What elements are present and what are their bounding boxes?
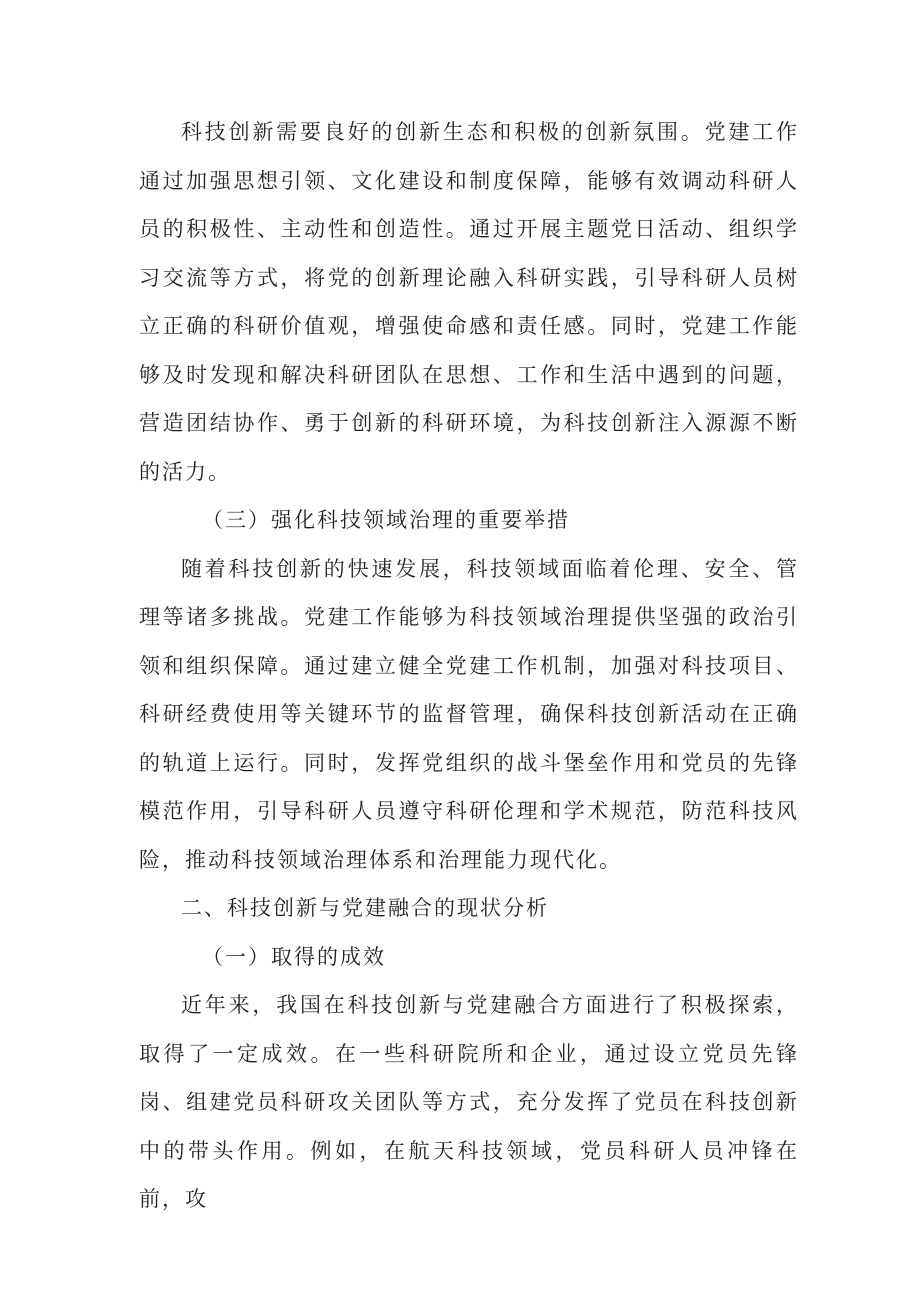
- document-body: [139, 108, 799, 1224]
- subheading-achievements: （一）取得的成效: [202, 944, 386, 969]
- paragraph-achievements: 近年来，我国在科技创新与党建融合方面进行了积极探索，取得了一定成效。在一些科研院所和企业，通过设立党员先锋岗、组建党员科研攻关团队等方式，充分发挥了党员在科技创新中的带头作用。例如，在航天科技领域，党员科研人员冲锋在前，攻: [139, 993, 799, 1211]
- paragraph-innovation-ecosystem: 科技创新需要良好的创新生态和积极的创新氛围。党建工作通过加强思想引领、文化建设和制度保障，能够有效调动科研人员的积极性、主动性和创造性。通过开展主题党日活动、组织学习交流等方式，将党的创新理论融入科研实践，引导科研人员树立正确的科研价值观，增强使命感和责任感。同时，党建工作能够及时发现和解决科研团队在思想、工作和生活中遇到的问题，营造团结协作、勇于创新的科研环境，为科技创新注入源源不断的活力。: [139, 120, 799, 484]
- paragraph-tech-governance: 随着科技创新的快速发展，科技领域面临着伦理、安全、管理等诸多挑战。党建工作能够为科技领域治理提供坚强的政治引领和组织保障。通过建立健全党建工作机制，加强对科技项目、科研经费使用等关键环节的监督管理，确保科技创新活动在正确的轨道上运行。同时，发挥党组织的战斗堡垒作用和党员的先锋模范作用，引导科研人员遵守科研伦理和学术规范，防范科技风险，推动科技领域治理体系和治理能力现代化。: [139, 556, 799, 872]
- subheading-tech-governance: （三）强化科技领域治理的重要举措: [202, 508, 570, 532]
- section-heading-current-status: 二、科技创新与党建融合的现状分析: [181, 896, 549, 920]
